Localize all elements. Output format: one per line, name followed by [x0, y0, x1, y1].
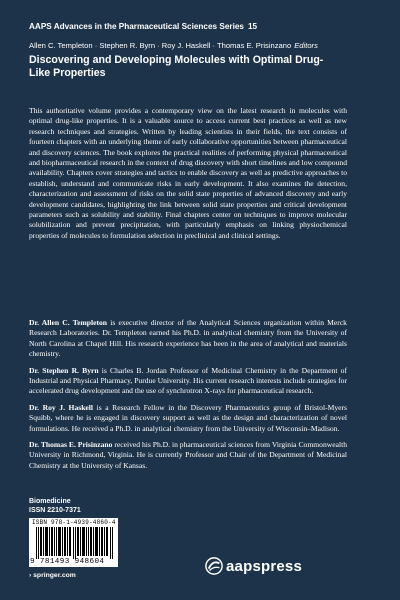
bio-byrn	[29, 366, 347, 397]
editors-line	[29, 41, 318, 50]
publisher-logo	[205, 557, 302, 575]
publisher-name: aapspress	[226, 557, 303, 575]
bio-text: is executive director of the Analytical Sciences organization within Merck Research Laboratories. Dr. Templeton earned his Ph.D. in analytical chemistry from the University of North Carolina at Chapel Hill. His research experience has been in the area of analytical and materials chemistry.	[29, 318, 347, 359]
barcode-icon	[36, 527, 116, 559]
bio-prisinzano	[29, 440, 347, 471]
issn-label: ISSN 2210-7371	[29, 507, 81, 514]
editor-names: Allen C. Templeton · Stephen R. Byrn · Roy J. Haskell · Thomas E. Prisinzano	[29, 41, 292, 50]
series-number: 15	[247, 22, 258, 31]
bio-name: Dr. Roy J. Haskell	[29, 402, 94, 412]
series-name: AAPS Advances in the Pharmaceutical Sciences Series	[29, 22, 244, 31]
bio-name: Dr. Thomas E. Prisinzano	[29, 440, 113, 450]
isbn-barcode	[29, 518, 118, 567]
series-line	[29, 22, 257, 31]
bio-haskell	[29, 403, 347, 434]
editor-bios	[29, 318, 347, 477]
subject-label: Biomedicine	[29, 498, 71, 505]
bio-text: is a Research Fellow in the Discovery Pharmaceutics group of Bristol-Myers Squibb, where he is engaged in discovery support as well as the design and characterization of novel formulations. He received a Ph.D. in analytical chemistry from the University of Wisconsin–Madison.	[29, 402, 348, 433]
bio-text: received his Ph.D. in pharmaceutical sciences from Virginia Commonwealth University in Richmond, Virginia. He is currently Professor and Chair of the Department of Medicinal Chemistry at the University of Kansas.	[29, 440, 347, 470]
aaps-swoosh-logo-icon	[205, 557, 223, 575]
bio-name: Dr. Stephen R. Byrn	[29, 365, 99, 375]
bio-text: is Charles B. Jordan Professor of Medicinal Chemistry in the Department of Industrial and Physical Pharmacy, Purdue University. His current research interests include strategies for accelerated drug development and the use of synchrotron X-rays for pharmaceutical research.	[29, 365, 347, 396]
book-title: Discovering and Developing Molecules with Optimal Drug-Like Properties	[29, 54, 324, 79]
bio-templeton	[29, 318, 347, 360]
bio-name: Dr. Allen C. Templeton	[29, 318, 108, 327]
isbn-digits: 9 781493 948604	[30, 558, 105, 566]
editors-role: Editors	[294, 41, 318, 50]
springer-link[interactable]: › springer.com	[29, 572, 76, 579]
abstract: This authoritative volume provides a contemporary view on the latest research in molecules with optimal drug-like properties. It is a valuable source to access current best practices as well as new research techniques and strategies. Written by leading scientists in their fields, the text consists of fourteen chapters with an underlying theme of early collaborative opportunities between pharmaceutical and discovery sciences. The book explores the practical realities of performing physical pharmaceutical and biopharmaceutical research in the context of drug discovery with short timelines and low compound availability. Chapters cover strategies and tactics to enable discovery as well as predictive approaches to establish, understand and communicate risks in early development. It also examines the detection, characterization and assessment of risks on the solid state properties of advanced discovery and early development candidates, highlighting the link between solid state properties and critical development parameters such as solubility and stability. Final chapters center on techniques to improve molecular solubilization and prevent precipitation, with particularly emphasis on linking physiochemical properties of molecules to formulation selection in preclinical and clinical settings.	[29, 106, 347, 240]
catalog-meta	[29, 497, 81, 515]
isbn-label: ISBN 978-1-4939-4860-4	[32, 519, 116, 526]
